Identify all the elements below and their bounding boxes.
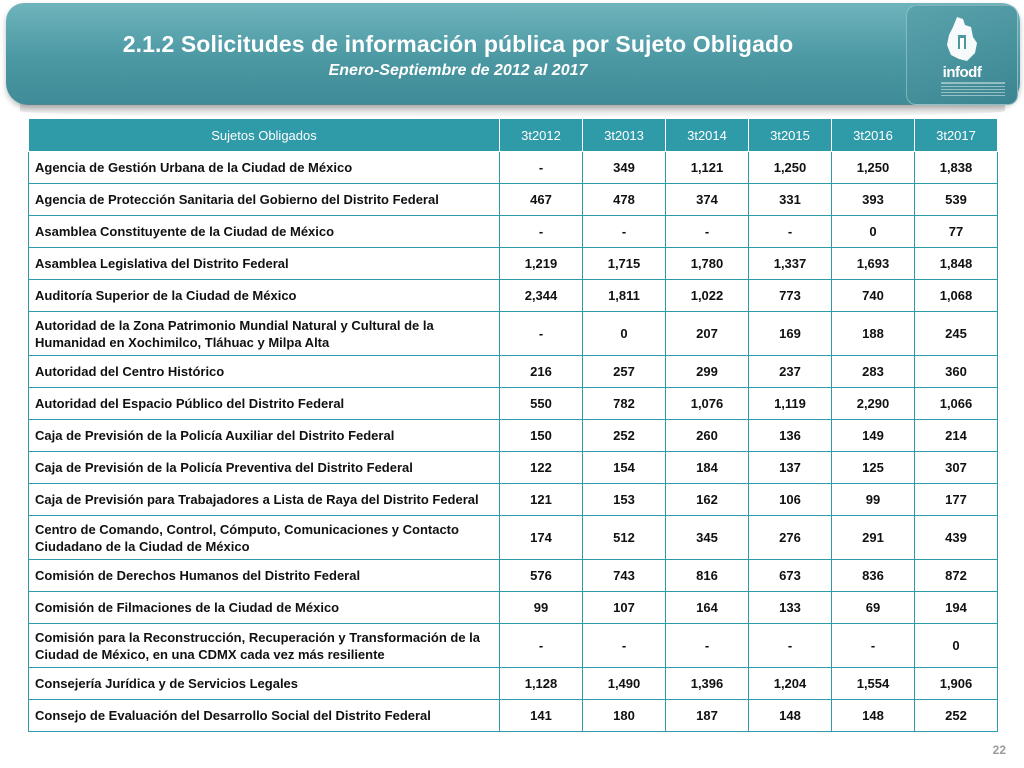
entity-name-cell: Asamblea Legislativa del Distrito Federal bbox=[29, 248, 500, 280]
value-cell: - bbox=[500, 624, 583, 668]
entity-name-cell: Caja de Previsión de la Policía Preventiva del Distrito Federal bbox=[29, 452, 500, 484]
value-cell: 216 bbox=[500, 356, 583, 388]
value-cell: 1,715 bbox=[583, 248, 666, 280]
value-cell: 174 bbox=[500, 516, 583, 560]
page-number: 22 bbox=[992, 743, 1006, 757]
value-cell: 331 bbox=[749, 184, 832, 216]
value-cell: 276 bbox=[749, 516, 832, 560]
value-cell: 0 bbox=[583, 312, 666, 356]
value-cell: 125 bbox=[832, 452, 915, 484]
value-cell: 539 bbox=[915, 184, 998, 216]
logo-text: infodf bbox=[942, 64, 982, 81]
page-title: 2.1.2 Solicitudes de información pública por Sujeto Obligado bbox=[122, 31, 794, 57]
requests-table bbox=[28, 118, 998, 732]
entity-name-cell: Caja de Previsión de la Policía Auxiliar del Distrito Federal bbox=[29, 420, 500, 452]
value-cell: 1,811 bbox=[583, 280, 666, 312]
value-cell: 816 bbox=[666, 560, 749, 592]
value-cell: 467 bbox=[500, 184, 583, 216]
column-header: 3t2016 bbox=[832, 119, 915, 152]
value-cell: 99 bbox=[832, 484, 915, 516]
value-cell: 154 bbox=[583, 452, 666, 484]
value-cell: 237 bbox=[749, 356, 832, 388]
value-cell: 180 bbox=[583, 700, 666, 732]
value-cell: 164 bbox=[666, 592, 749, 624]
value-cell: 252 bbox=[583, 420, 666, 452]
value-cell: 1,337 bbox=[749, 248, 832, 280]
value-cell: 252 bbox=[915, 700, 998, 732]
value-cell: - bbox=[666, 216, 749, 248]
value-cell: - bbox=[583, 624, 666, 668]
value-cell: 2,290 bbox=[832, 388, 915, 420]
value-cell: - bbox=[500, 152, 583, 184]
value-cell: 107 bbox=[583, 592, 666, 624]
value-cell: 260 bbox=[666, 420, 749, 452]
value-cell: 773 bbox=[749, 280, 832, 312]
entity-name-cell: Autoridad de la Zona Patrimonio Mundial Natural y Cultural de la Humanidad en Xochimilco, Tláhuac y Milpa Alta bbox=[29, 312, 500, 356]
value-cell: 1,554 bbox=[832, 668, 915, 700]
value-cell: 1,076 bbox=[666, 388, 749, 420]
value-cell: 257 bbox=[583, 356, 666, 388]
value-cell: - bbox=[500, 216, 583, 248]
value-cell: 148 bbox=[749, 700, 832, 732]
value-cell: 150 bbox=[500, 420, 583, 452]
table-row bbox=[29, 516, 998, 560]
value-cell: 0 bbox=[832, 216, 915, 248]
value-cell: 743 bbox=[583, 560, 666, 592]
value-cell: 345 bbox=[666, 516, 749, 560]
value-cell: 69 bbox=[832, 592, 915, 624]
value-cell: 349 bbox=[583, 152, 666, 184]
value-cell: 194 bbox=[915, 592, 998, 624]
value-cell: 162 bbox=[666, 484, 749, 516]
value-cell: 1,693 bbox=[832, 248, 915, 280]
value-cell: 550 bbox=[500, 388, 583, 420]
header-shadow bbox=[20, 104, 1005, 118]
value-cell: 137 bbox=[749, 452, 832, 484]
value-cell: 1,119 bbox=[749, 388, 832, 420]
table-row bbox=[29, 624, 998, 668]
table-row bbox=[29, 700, 998, 732]
value-cell: 136 bbox=[749, 420, 832, 452]
value-cell: 1,128 bbox=[500, 668, 583, 700]
table-row bbox=[29, 280, 998, 312]
entity-name-cell: Comisión de Derechos Humanos del Distrito Federal bbox=[29, 560, 500, 592]
value-cell: 1,848 bbox=[915, 248, 998, 280]
value-cell: - bbox=[500, 312, 583, 356]
infodf-logo bbox=[906, 5, 1018, 105]
value-cell: 1,022 bbox=[666, 280, 749, 312]
table-header-row bbox=[29, 119, 998, 152]
table-row bbox=[29, 388, 998, 420]
table-row bbox=[29, 592, 998, 624]
value-cell: 1,838 bbox=[915, 152, 998, 184]
value-cell: 122 bbox=[500, 452, 583, 484]
value-cell: 214 bbox=[915, 420, 998, 452]
table-row bbox=[29, 484, 998, 516]
value-cell: 1,250 bbox=[832, 152, 915, 184]
table-row bbox=[29, 216, 998, 248]
value-cell: 1,780 bbox=[666, 248, 749, 280]
entity-name-cell: Autoridad del Espacio Público del Distrito Federal bbox=[29, 388, 500, 420]
value-cell: 291 bbox=[832, 516, 915, 560]
value-cell: 1,219 bbox=[500, 248, 583, 280]
value-cell: - bbox=[666, 624, 749, 668]
value-cell: 1,906 bbox=[915, 668, 998, 700]
entity-name-cell: Autoridad del Centro Histórico bbox=[29, 356, 500, 388]
value-cell: 187 bbox=[666, 700, 749, 732]
value-cell: 1,490 bbox=[583, 668, 666, 700]
value-cell: - bbox=[749, 624, 832, 668]
entity-name-cell: Centro de Comando, Control, Cómputo, Comunicaciones y Contacto Ciudadano de la Ciudad de México bbox=[29, 516, 500, 560]
entity-name-cell: Caja de Previsión para Trabajadores a Lista de Raya del Distrito Federal bbox=[29, 484, 500, 516]
value-cell: 307 bbox=[915, 452, 998, 484]
value-cell: 299 bbox=[666, 356, 749, 388]
table-row bbox=[29, 668, 998, 700]
entity-name-cell: Agencia de Protección Sanitaria del Gobierno del Distrito Federal bbox=[29, 184, 500, 216]
column-header: 3t2014 bbox=[666, 119, 749, 152]
value-cell: 133 bbox=[749, 592, 832, 624]
value-cell: 1,204 bbox=[749, 668, 832, 700]
value-cell: 782 bbox=[583, 388, 666, 420]
table-row bbox=[29, 420, 998, 452]
value-cell: 121 bbox=[500, 484, 583, 516]
entity-name-cell: Comisión para la Reconstrucción, Recuperación y Transformación de la Ciudad de México, en una CDMX cada vez más resiliente bbox=[29, 624, 500, 668]
value-cell: 153 bbox=[583, 484, 666, 516]
entity-name-cell: Consejería Jurídica y de Servicios Legales bbox=[29, 668, 500, 700]
value-cell: 836 bbox=[832, 560, 915, 592]
value-cell: 169 bbox=[749, 312, 832, 356]
value-cell: 673 bbox=[749, 560, 832, 592]
column-header: 3t2013 bbox=[583, 119, 666, 152]
value-cell: 393 bbox=[832, 184, 915, 216]
city-outline-icon bbox=[945, 15, 979, 63]
value-cell: 872 bbox=[915, 560, 998, 592]
value-cell: 106 bbox=[749, 484, 832, 516]
value-cell: 740 bbox=[832, 280, 915, 312]
entity-name-cell: Auditoría Superior de la Ciudad de México bbox=[29, 280, 500, 312]
value-cell: - bbox=[749, 216, 832, 248]
value-cell: 99 bbox=[500, 592, 583, 624]
value-cell: 1,250 bbox=[749, 152, 832, 184]
table-row bbox=[29, 152, 998, 184]
logo-caption-lines bbox=[941, 82, 1005, 97]
value-cell: 360 bbox=[915, 356, 998, 388]
entity-name-cell: Agencia de Gestión Urbana de la Ciudad de México bbox=[29, 152, 500, 184]
value-cell: 245 bbox=[915, 312, 998, 356]
table-row bbox=[29, 356, 998, 388]
value-cell: 177 bbox=[915, 484, 998, 516]
value-cell: 374 bbox=[666, 184, 749, 216]
table-row bbox=[29, 560, 998, 592]
page-subtitle: Enero-Septiembre de 2012 al 2017 bbox=[328, 62, 588, 79]
value-cell: 141 bbox=[500, 700, 583, 732]
table-row bbox=[29, 184, 998, 216]
value-cell: 478 bbox=[583, 184, 666, 216]
value-cell: 148 bbox=[832, 700, 915, 732]
column-header: 3t2015 bbox=[749, 119, 832, 152]
value-cell: 576 bbox=[500, 560, 583, 592]
table-row bbox=[29, 452, 998, 484]
value-cell: 512 bbox=[583, 516, 666, 560]
value-cell: 0 bbox=[915, 624, 998, 668]
value-cell: 2,344 bbox=[500, 280, 583, 312]
value-cell: 1,066 bbox=[915, 388, 998, 420]
value-cell: 439 bbox=[915, 516, 998, 560]
value-cell: 1,068 bbox=[915, 280, 998, 312]
column-header: Sujetos Obligados bbox=[29, 119, 500, 152]
value-cell: 184 bbox=[666, 452, 749, 484]
value-cell: 283 bbox=[832, 356, 915, 388]
value-cell: 149 bbox=[832, 420, 915, 452]
column-header: 3t2012 bbox=[500, 119, 583, 152]
value-cell: 77 bbox=[915, 216, 998, 248]
table-body bbox=[29, 152, 998, 732]
value-cell: - bbox=[832, 624, 915, 668]
value-cell: 188 bbox=[832, 312, 915, 356]
entity-name-cell: Consejo de Evaluación del Desarrollo Social del Distrito Federal bbox=[29, 700, 500, 732]
entity-name-cell: Comisión de Filmaciones de la Ciudad de México bbox=[29, 592, 500, 624]
value-cell: 1,121 bbox=[666, 152, 749, 184]
table-row bbox=[29, 312, 998, 356]
column-header: 3t2017 bbox=[915, 119, 998, 152]
value-cell: - bbox=[583, 216, 666, 248]
table-row bbox=[29, 248, 998, 280]
value-cell: 207 bbox=[666, 312, 749, 356]
value-cell: 1,396 bbox=[666, 668, 749, 700]
entity-name-cell: Asamblea Constituyente de la Ciudad de México bbox=[29, 216, 500, 248]
